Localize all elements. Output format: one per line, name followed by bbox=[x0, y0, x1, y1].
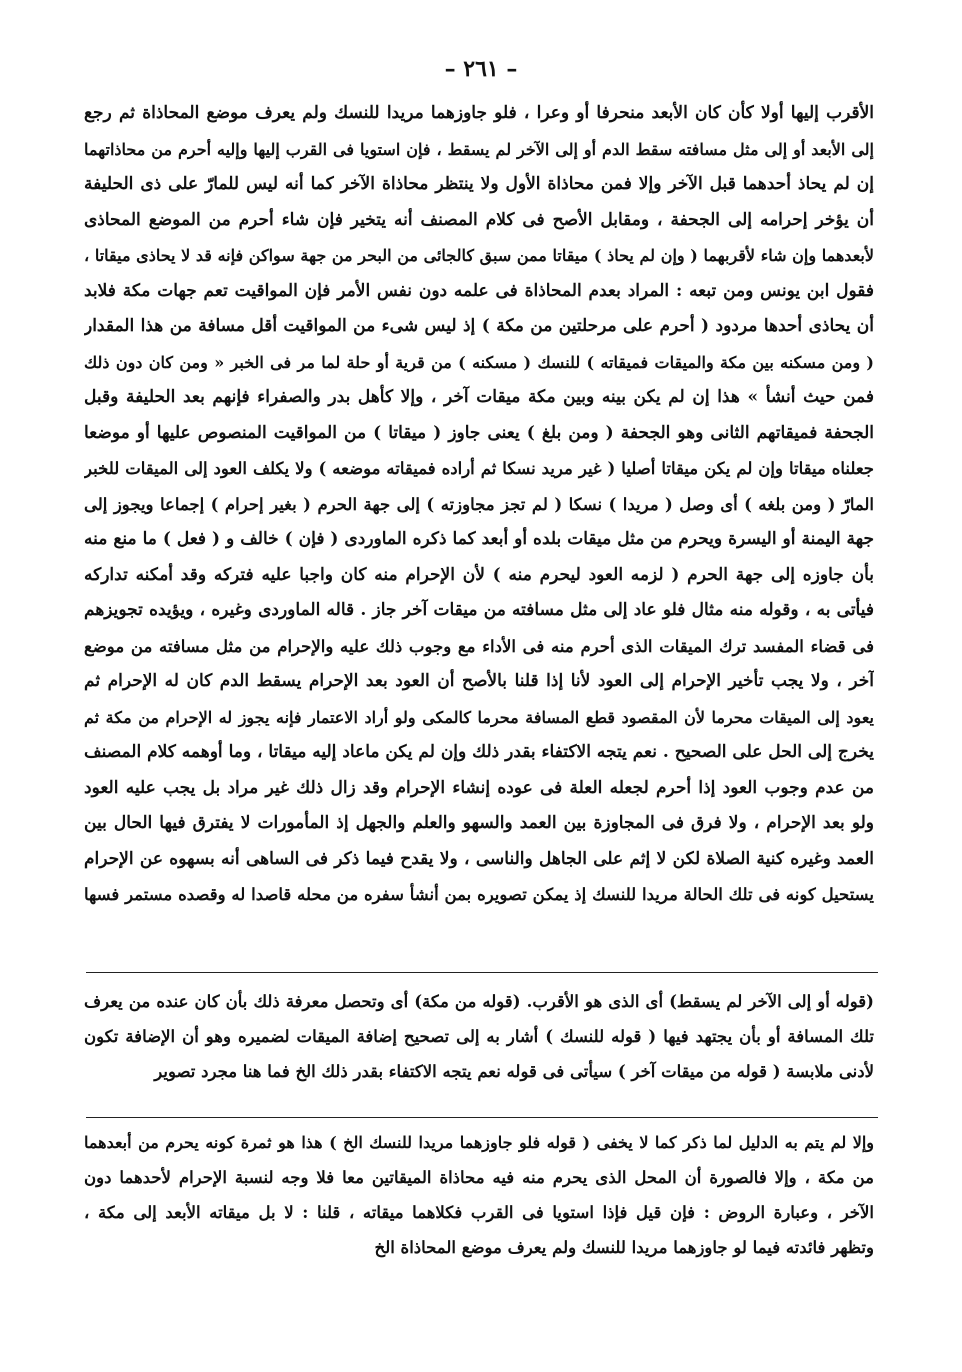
main-text-line: يعود إلى الميقات محرما لأن المقصود قطع المسافة محرما كالمكى ولو أراد الاعتمار فإنه يجوز له الإحرام من مكة ثم bbox=[84, 707, 874, 727]
main-text-line: جهة اليمنة أو اليسرة ويحرم من مثل ميقات بلده أو أبعد كما ذكره الماوردى ( فإن ) خالف و ( فعل ) ما منع منه bbox=[84, 529, 874, 549]
footnote-line: تلك المسافة أو بأن يجتهد فيها ( قوله للنسك ) أشار به إلى تصحيح إضافة الميقات لضميره وهو أن الإضافة تكون bbox=[84, 1027, 874, 1046]
footnote-line: (قوله أو إلى الآخر لم يسقط) أى الذى هو الأقرب. (قوله من مكة) أى وتحصل معرفة ذلك بأن كان عنده من يعرف bbox=[84, 992, 874, 1011]
main-text-line: فقول ابن يونس ومن تبعه : المراد بعدم المحاذاة فى علمه دون نفس الأمر فإن المواقيت تعم جهات مكة فلابد bbox=[84, 280, 874, 301]
main-text-line: جعلناه ميقاتا وإن لم يكن ميقاتا أصليا ( غير مريد نسكا ثم أراده فميقاته موضعه ) ولا يكلف العود إلى الميقات للخبر bbox=[84, 459, 874, 478]
main-text-body bbox=[84, 96, 874, 913]
main-text-line: لأبعدهما وإن شاء لأقربهما ( وإن لم يحاذ ) ميقاتا ممن سبق كالجائى من البحر من جهة سواكن فإنه قد لا يحاذى ميقاتا ، bbox=[84, 246, 874, 265]
main-text-line: ( ومن مسكنه بين مكة والميقات فميقاته ) للنسك ( مسكنه ) من قرية أو حلة لما مر فى الخبر « ومن كان دون ذلك bbox=[84, 352, 874, 372]
main-text-line: أن يحاذى أحدها مردود ( أحرم على مرحلتين من مكة ) إذ ليس شىء من المواقيت أقل مسافة من هذا المقدار bbox=[84, 316, 874, 336]
footnote-line: لأدنى ملابسة ( قوله من ميقات آخر ) سيأتى فى قوله نعم يتجه الاكتفاء بقدر ذلك الخ فما هنا مجرد تصوير bbox=[154, 1062, 874, 1081]
footnote-block-first bbox=[84, 984, 874, 1089]
main-text-line: الجحفة فميقاتهم الثانى وهو الجحفة ( ومن بلغ ) يعنى جاوز ( ميقاتا ) من المواقيت المنصوص عليها أو موضعا bbox=[84, 422, 874, 443]
footnote-line: الآخر ، وعبارة الروض : فإن قيل فإذا استويا فى القرب فكلاهما ميقاته ، قلنا : لا بل ميقاته الأبعد إلى مكة ، bbox=[84, 1203, 874, 1222]
page-number: – ٢٦١ – bbox=[444, 56, 518, 82]
main-text-line: بأن جاوزه إلى جهة الحرم ( لزمه العود ليحرم منه ) لأن الإحرام منه كان واجبا عليه فتركه وقد أمكنه تداركه bbox=[84, 564, 874, 585]
footnote-line: من مكة ، وإلا فالصورة أن المحل الذى يحرم منه فيه محاذاة الميقاتين معا فلا وجه لنسبة الإحرام لأحدهما دون bbox=[84, 1168, 874, 1187]
main-text-line: يستحيل كونه فى تلك الحالة مريدا للنسك إذ يمكن تصويره بمن أنشأ سفره من محله قاصدا له وقصده مستمر فسها bbox=[84, 885, 874, 904]
footnote-block-second bbox=[84, 1125, 874, 1265]
main-text-line: إلى الأبعد أو إلى مثل مسافته سقط الدم أو إلى الآخر لم يسقط ، فإن استويا فى القرب إليها وإليه أحرم من محاذاتهما bbox=[84, 139, 874, 159]
main-text-line: إن لم يحاذ أحدهما قبل الآخر وإلا فمن محاذاة الأول ولا ينتظر محاذاة الآخر كما أنه ليس للمارّ على ذى الحليفة bbox=[84, 174, 874, 194]
footnote-line: وإلا لم يتم به الدليل لما ذكر كما لا يخفى ( قوله فلو جاوزهما مريدا للنسك الخ ) هذا هو ثمرة كونه يحرم من أبعدهما bbox=[84, 1133, 874, 1152]
footnote-line: وتظهر فائدته فيما لو جاوزهما مريدا للنسك ولم يعرف موضع المحاذاة الخ bbox=[374, 1238, 874, 1257]
main-text-line: فيأتى به ، وقوله منه مثال فلو عاد إلى مثل مسافته من ميقات آخر جاز . قاله الماوردى وغيره ، ويؤيده تجويزهم bbox=[84, 600, 874, 620]
main-text-line: أن يؤخر إحرامه إلى الجحفة ، ومقابل الأصح فى كلام المصنف أنه يتخير فإن شاء أحرم من الموضع المحاذى bbox=[84, 209, 874, 230]
footnote-separator bbox=[86, 1117, 878, 1118]
main-text-line: من عدم وجوب العود إذا أحرم لجعله العلة فى عوده إنشاء الإحرام وقد زال ذلك غير مراد بل يجب عليه العود bbox=[84, 777, 874, 798]
main-text-line: ولو بعد الإحرام ، ولا فرق فى المجاوزة بين العمد والسهو والعلم والجهل إذ المأمورات لا يفترق فيها الحال بين bbox=[84, 813, 874, 833]
main-text-line: الأقرب إليها أولا كأن كان الأبعد منحرفا أو وعرا ، فلو جاوزهما مريدا للنسك ولم يعرف موضع المحاذاة ثم رجع bbox=[84, 103, 874, 123]
main-text-line: يخرج إلى الحل على الصحيح . نعم يتجه الاكتفاء بقدر ذلك وإن لم يكن ماعاد إليه ميقاتا ، وما أوهمه كلام المصنف bbox=[84, 742, 874, 762]
main-text-line: العمد وغيره كنية الصلاة لكن لا إثم على الجاهل والناسى ، ولا يقدح فيما ذكر فى الساهى أنه بسهوه عن الإحرام bbox=[84, 848, 874, 869]
main-text-line: المارّ ( ومن بلغه ) أى وصل ( مريدا ) نسكا ( لم تجز مجاوزته ) إلى جهة الحرم ( بغير إحرام ) إجماعا ويجوز إلى bbox=[84, 494, 874, 514]
main-text-line: آخر ، ولا يجب تأخير الإحرام إلى العود لأنا إذا قلنا بالأصح أن العود بعد الإحرام يسقط الدم كان له الإحرام ثم bbox=[84, 671, 874, 691]
main-text-line: فمن حيث أنشأ » هذا إن لم يكن بينه وبين مكة ميقات آخر ، وإلا كأهل بدر والصفراء فإنهم بعد الحليفة وقبل bbox=[84, 387, 874, 407]
main-text-line: فى قضاء المفسد ترك الميقات الذى أحرم منه فى الأداء مع وجوب ذلك عليه والإحرام من مثل مسافته من موضع bbox=[84, 636, 874, 656]
footnote-separator bbox=[86, 972, 878, 973]
